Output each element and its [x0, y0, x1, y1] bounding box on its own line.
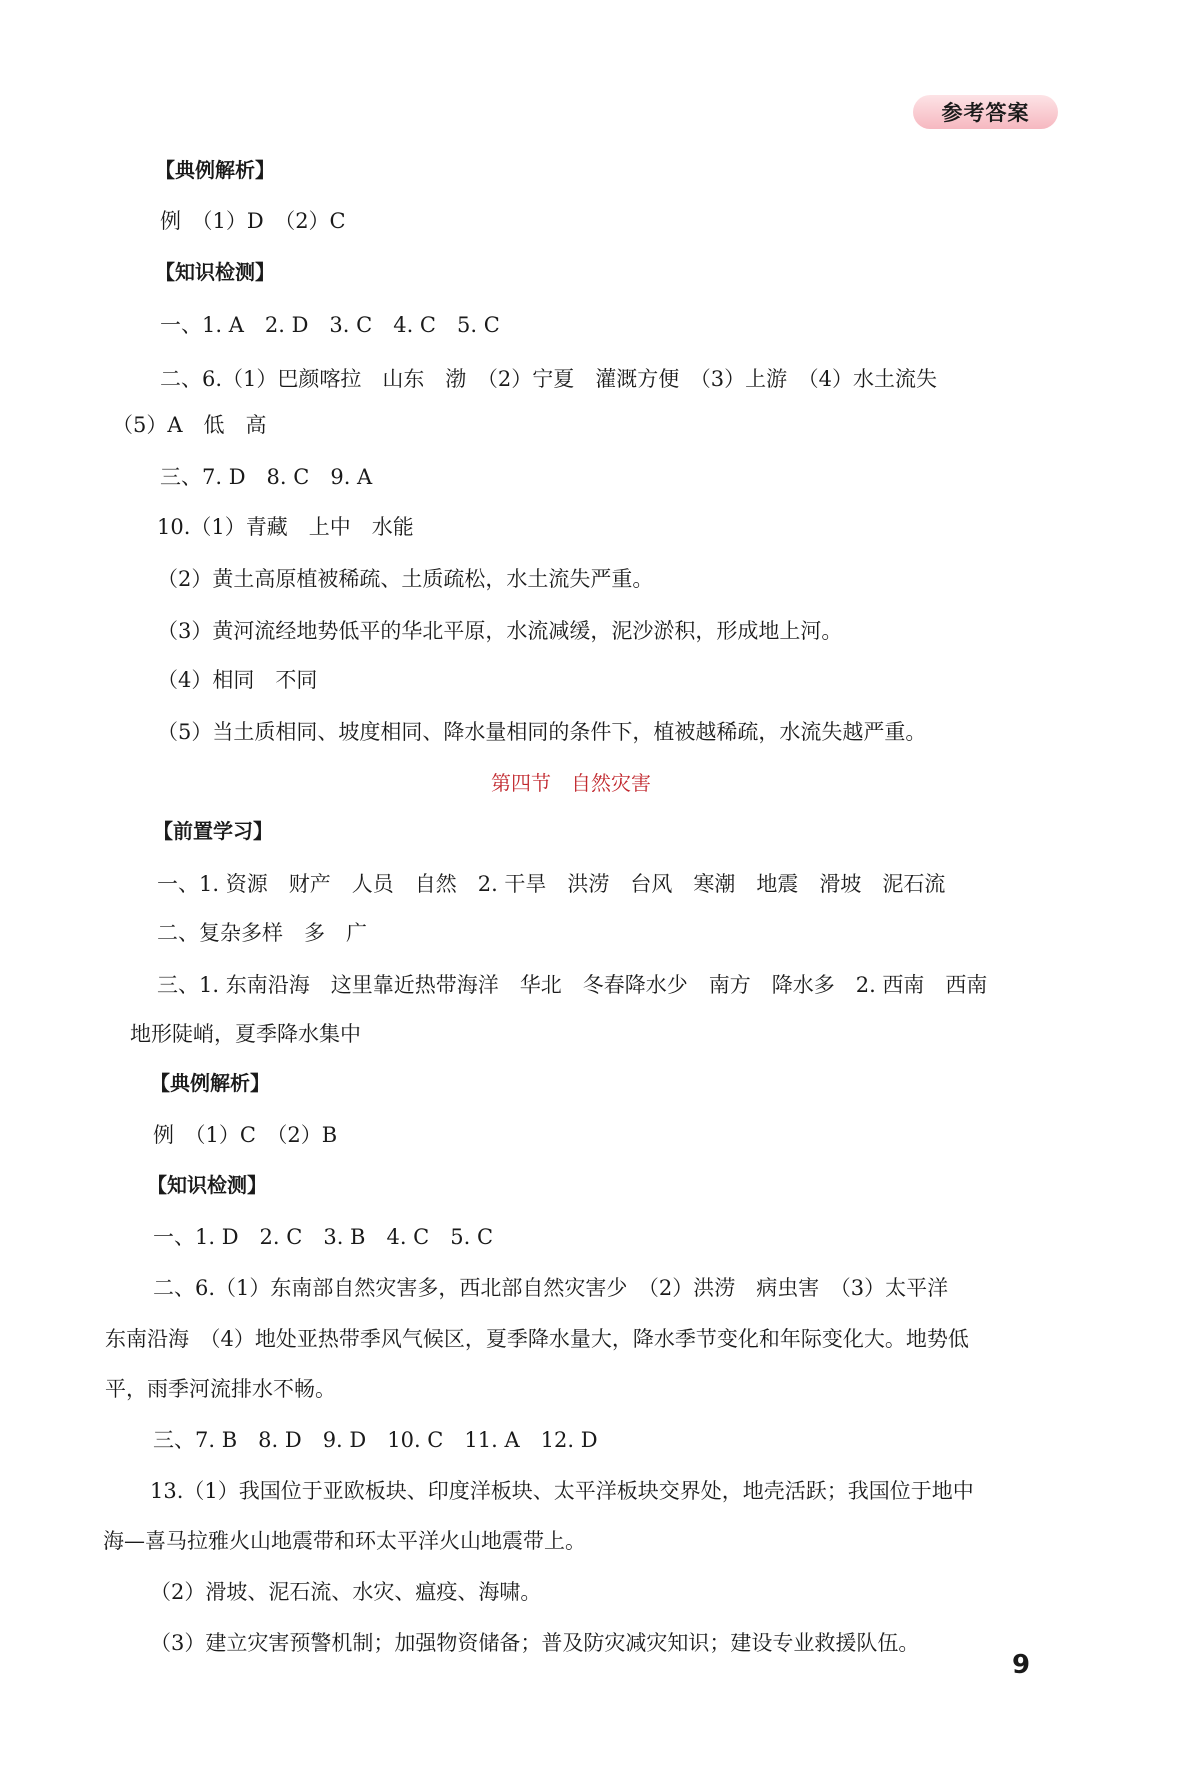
answer-line: 二、复杂多样 多 广	[157, 921, 367, 945]
section-header-knowledge-check: 【知识检测】	[147, 1173, 267, 1197]
answer-line: 地形陡峭，夏季降水集中	[130, 1022, 361, 1046]
page-number: 9	[1012, 1650, 1031, 1680]
answer-line: 例 （1）C （2）B	[153, 1123, 338, 1147]
section-header-knowledge-check: 【知识检测】	[155, 260, 275, 284]
section-header-preview: 【前置学习】	[153, 819, 273, 843]
answer-line: 海—喜马拉雅火山地震带和环太平洋火山地震带上。	[103, 1529, 586, 1553]
answer-line: 三、7. B 8. D 9. D 10. C 11. A 12. D	[153, 1428, 598, 1452]
answer-line: 一、1. D 2. C 3. B 4. C 5. C	[153, 1225, 494, 1249]
answer-line: 例 （1）D （2）C	[160, 209, 346, 233]
section-header-examples: 【典例解析】	[150, 1071, 270, 1095]
answer-line: 三、7. D 8. C 9. A	[160, 465, 373, 489]
answer-line: （3）建立灾害预警机制；加强物资储备；普及防灾减灾知识；建设专业救援队伍。	[150, 1631, 920, 1655]
answer-line: 二、6.（1）巴颜喀拉 山东 渤 （2）宁夏 灌溉方便 （3）上游 （4）水土流失	[160, 367, 937, 391]
answer-line: 东南沿海 （4）地处亚热带季风气候区，夏季降水量大，降水季节变化和年际变化大。地势低	[105, 1327, 969, 1351]
answer-line: 平，雨季河流排水不畅。	[105, 1377, 336, 1401]
section-title: 第四节 自然灾害	[491, 771, 651, 795]
answer-line: （5）A 低 高	[112, 413, 267, 437]
answer-line: （4）相同 不同	[157, 668, 318, 692]
answer-line: （5）当土质相同、坡度相同、降水量相同的条件下，植被越稀疏，水流失越严重。	[157, 720, 927, 744]
answer-key-badge: 参考答案	[913, 95, 1058, 129]
answer-line: 13.（1）我国位于亚欧板块、印度洋板块、太平洋板块交界处，地壳活跃；我国位于地中	[150, 1479, 974, 1503]
answer-line: 一、1. A 2. D 3. C 4. C 5. C	[160, 313, 500, 337]
section-header-examples: 【典例解析】	[155, 158, 275, 182]
answer-line: 一、1. 资源 财产 人员 自然 2. 干旱 洪涝 台风 寒潮 地震 滑坡 泥石流	[157, 872, 946, 896]
answer-line: 10.（1）青藏 上中 水能	[157, 515, 414, 539]
answer-line: 二、6.（1）东南部自然灾害多，西北部自然灾害少 （2）洪涝 病虫害 （3）太平洋	[153, 1276, 949, 1300]
answer-line: （3）黄河流经地势低平的华北平原，水流减缓，泥沙淤积，形成地上河。	[157, 619, 843, 643]
answer-line: （2）滑坡、泥石流、水灾、瘟疫、海啸。	[150, 1580, 542, 1604]
answer-line: 三、1. 东南沿海 这里靠近热带海洋 华北 冬春降水少 南方 降水多 2. 西南 西南	[157, 973, 988, 997]
answer-line: （2）黄土高原植被稀疏、土质疏松，水土流失严重。	[157, 567, 654, 591]
